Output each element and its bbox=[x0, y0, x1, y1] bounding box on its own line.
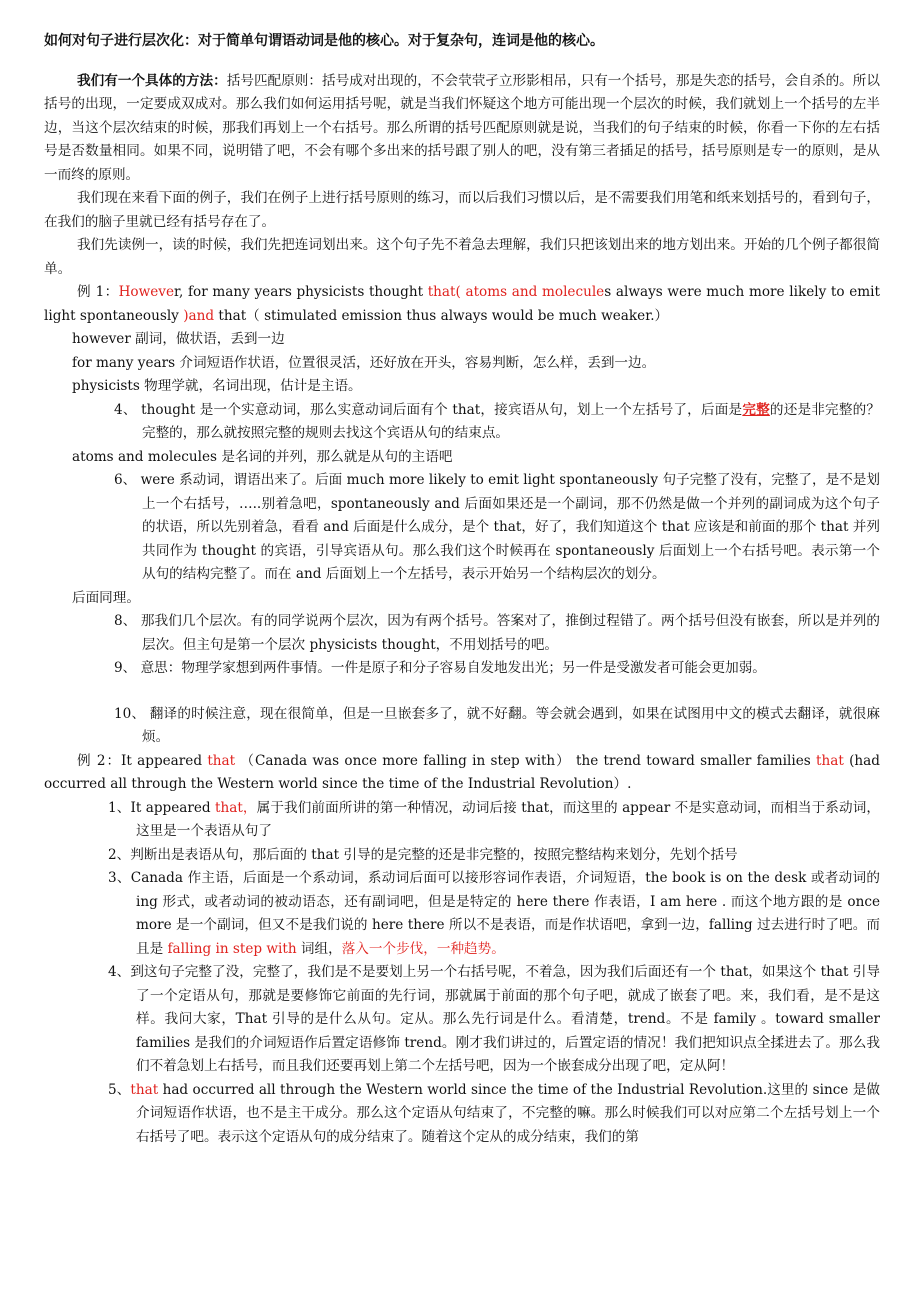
item-8-num: 8、 bbox=[114, 613, 137, 629]
item-9-num: 9、 bbox=[114, 660, 137, 676]
ex2-item-1-highlight: that， bbox=[215, 799, 257, 816]
ex2-item-5-text: had occurred all through the Western world since the time of the Industrial Revolution.这里的 since 是做介词短语作状语，也不是主干成分。那么这个定语从句结束了，不完整的嘛。那么时候我们可以对应第二个左括号划上一个右括号了吧。表示这个定语从句的成分结束了。随着这个定从的成分结束，我们的第 bbox=[136, 1081, 880, 1145]
example-2-that-1: that bbox=[207, 752, 236, 769]
example-1-text-1: r, for many years physicists thought bbox=[174, 284, 428, 300]
item-8 bbox=[114, 610, 880, 657]
item-4 bbox=[114, 399, 880, 446]
paragraph-3: 我们先读例一，读的时候，我们先把连词划出来。这个句子先不着急去理解，我们只把该划出来的地方划出来。开始的几个例子都很简单。 bbox=[44, 237, 880, 277]
note-same: 后面同理。 bbox=[72, 589, 140, 606]
note-physicists: physicists 物理学就，名词出现，估计是主语。 bbox=[72, 378, 362, 394]
note-atoms: atoms and molecules 是名词的并列，那么就是从句的主语吧 bbox=[72, 448, 453, 465]
example-1-that: that( atoms and molecule bbox=[427, 284, 605, 300]
ex2-item-3 bbox=[108, 867, 880, 961]
method-text: 括号匹配原则：括号成对出现的，不会茕茕孑立形影相吊，只有一个括号，那是失恋的括号，会自杀的。所以括号的出现，一定要成双成对。那么我们如何运用括号呢，就是当我们怀疑这个地方可能出现一个层次的时候，我们就划上一个括号的左半边，当这个层次结束的时候，那我们再划上一个右括号。那么所谓的括号匹配原则就是说，当我们的句子结束的时候，你看一下你的左右括号是否数量相同。如果不同，说明错了吧，不会有哪个多出来的括号跟了别人的吧，没有第三者插足的括号，括号原则是专一的原则，是从一而终的原则。 bbox=[44, 72, 881, 183]
ex2-item-5 bbox=[108, 1079, 880, 1150]
example-1-label: 例 1： bbox=[77, 284, 119, 300]
method-label: 我们有一个具体的方法： bbox=[77, 72, 227, 89]
ex2-item-2 bbox=[108, 844, 880, 868]
item-4-highlight: 完整 bbox=[742, 401, 770, 418]
ex2-item-1-text: 属于我们前面所讲的第一种情况，动词后接 that，而这里的 appear 不是实意动词，而相当于系动词，这里是一个表语从句了 bbox=[136, 799, 880, 839]
item-4-num: 4、 bbox=[114, 401, 137, 418]
item-10 bbox=[114, 703, 880, 750]
ex2-item-4-num: 4、 bbox=[108, 964, 131, 980]
example-2-label: 例 2： bbox=[77, 752, 122, 769]
item-6-text: were 系动词，谓语出来了。后面 much more likely to emit light spontaneously 句子完整了没有，完整了，是不是划上一个右括号，…..别着急吧，spontaneously and 后面如果还是一个副词，那不仍然是做一个并列的副词成为这个句子的状语，所以先别着急，看看 and 后面是什么成分，是个 that，好了，我们知道这个 that 应该是和前面的那个 that 并列共同作为 thought 的宾语，引导宾语从句。那么我们这个时候再在 spontaneously 后面划上一个右括号吧。表示第一个从句的结构完整了。而在 and 后面划上一个左括号，表示开始另一个结构层次的划分。 bbox=[136, 472, 880, 582]
method-paragraph bbox=[44, 70, 880, 188]
document bbox=[44, 30, 880, 1149]
item-9 bbox=[114, 657, 880, 681]
ex2-item-2-num: 2、 bbox=[108, 846, 131, 863]
ex2-item-5-that: that bbox=[130, 1081, 159, 1098]
ex2-item-3-meaning: 落入一个步伐，一种趋势。 bbox=[341, 940, 505, 957]
example-2-that-2: that bbox=[816, 752, 844, 769]
example-2-text-1: It appeared bbox=[121, 752, 208, 769]
ex2-item-1 bbox=[108, 797, 880, 844]
ex2-item-1-num: 1、 bbox=[108, 799, 131, 816]
item-6 bbox=[114, 469, 880, 587]
doc-title: 如何对句子进行层次化：对于简单句谓语动词是他的核心。对于复杂句，连词是他的核心。 bbox=[44, 33, 604, 49]
ex2-item-3-num: 3、 bbox=[108, 870, 131, 886]
item-9-text: 意思：物理学家想到两件事情。一件是原子和分子容易自发地发出光；另一件是受激发者可能会更加弱。 bbox=[136, 660, 766, 676]
example-2 bbox=[44, 750, 880, 797]
example-2-text-3: (had occurred all through the Western world since the time of the Industrial Revolution）. bbox=[44, 752, 880, 792]
example-1-however: Howeve bbox=[118, 284, 175, 300]
item-4-text: thought 是一个实意动词，那么实意动词后面有个 that，接宾语从句，划上一个左括号了，后面是 bbox=[136, 401, 743, 418]
ex2-item-5-num: 5、 bbox=[108, 1081, 131, 1098]
item-8-text: 那我们几个层次。有的同学说两个层次，因为有两个括号。答案对了，推倒过程错了。两个括号但没有嵌套，所以是并列的层次。但主句是第一个层次 physicists thought，不用划括号的吧。 bbox=[136, 613, 880, 653]
ex2-item-4-text: 到这句子完整了没，完整了，我们是不是要划上另一个右括号呢，不着急，因为我们后面还有一个 that，如果这个 that 引导了一个定语从句，那就是要修饰它前面的先行词，那就属于前面的那个句子吧，就成了嵌套了吧。来，我们看，是不是这样。我问大家，That 引导的是什么从句。定从。那么先行词是什么。看清楚，trend。不是 family 。toward smaller families 是我们的介词短语作后置定语修饰 trend。刚才我们讲过的，后置定语的情况！我们把知识点全揉进去了。那么我们不着急划上右括号，而且我们还要再划上第二个左括号吧，因为一个嵌套成分出现了吧，定从阿！ bbox=[130, 964, 881, 1074]
example-2-text-2: （Canada was once more falling in step with） the trend toward smaller families bbox=[235, 752, 817, 769]
ex2-item-4 bbox=[108, 961, 880, 1079]
spacer bbox=[44, 681, 880, 703]
ex2-item-1-lead: It appeared bbox=[130, 799, 216, 816]
ex2-item-3-text: Canada 作主语，后面是一个系动词，系动词后面可以接形容词作表语，介词短语，the book is on the desk 或者动词的 ing 形式，或者动词的被动语态，还有副词吧，但是是特定的 here there 作表语，I am here . 而这个地方跟的是 once more 是一个副词，但又不是我们说的 here there 所以不是表语，而是作状语吧，拿到一边，falling 过去进行时了吧。而且是 bbox=[130, 870, 880, 957]
ex2-item-3-phrase: falling in step with bbox=[167, 940, 297, 957]
example-1-text-3: that（ stimulated emission thus always would be much weaker.） bbox=[214, 307, 669, 324]
example-1-and: )and bbox=[183, 307, 215, 324]
item-4-tail: 的还是非完整的？ 完整的，那么就按照完整的规则去找这个宾语从句的结束点。 bbox=[142, 401, 881, 441]
note-however: however 副词，做状语，丢到一边 bbox=[72, 331, 285, 347]
paragraph-2: 我们现在来看下面的例子，我们在例子上进行括号原则的练习，而以后我们习惯以后，是不需要我们用笔和纸来划括号的，看到句子，在我们的脑子里就已经有括号存在了。 bbox=[44, 190, 880, 230]
item-6-num: 6、 bbox=[114, 472, 137, 488]
ex2-item-3-mid: 词组， bbox=[296, 940, 342, 957]
item-10-num: 10、 bbox=[114, 705, 146, 722]
example-1-text-2: s always were much more likely to emit light spontaneously bbox=[44, 284, 880, 324]
example-1 bbox=[44, 281, 880, 328]
item-10-text: 翻译的时候注意，现在很简单，但是一旦嵌套多了，就不好翻。等会就会遇到，如果在试图用中文的模式去翻译，就很麻烦。 bbox=[142, 705, 880, 745]
ex2-item-2-text: 判断出是表语从句，那后面的 that 引导的是完整的还是非完整的，按照完整结构来划分，先划个括号 bbox=[130, 846, 738, 863]
note-for-many-years: for many years 介词短语作状语，位置很灵活，还好放在开头，容易判断，怎么样，丢到一边。 bbox=[72, 354, 656, 371]
